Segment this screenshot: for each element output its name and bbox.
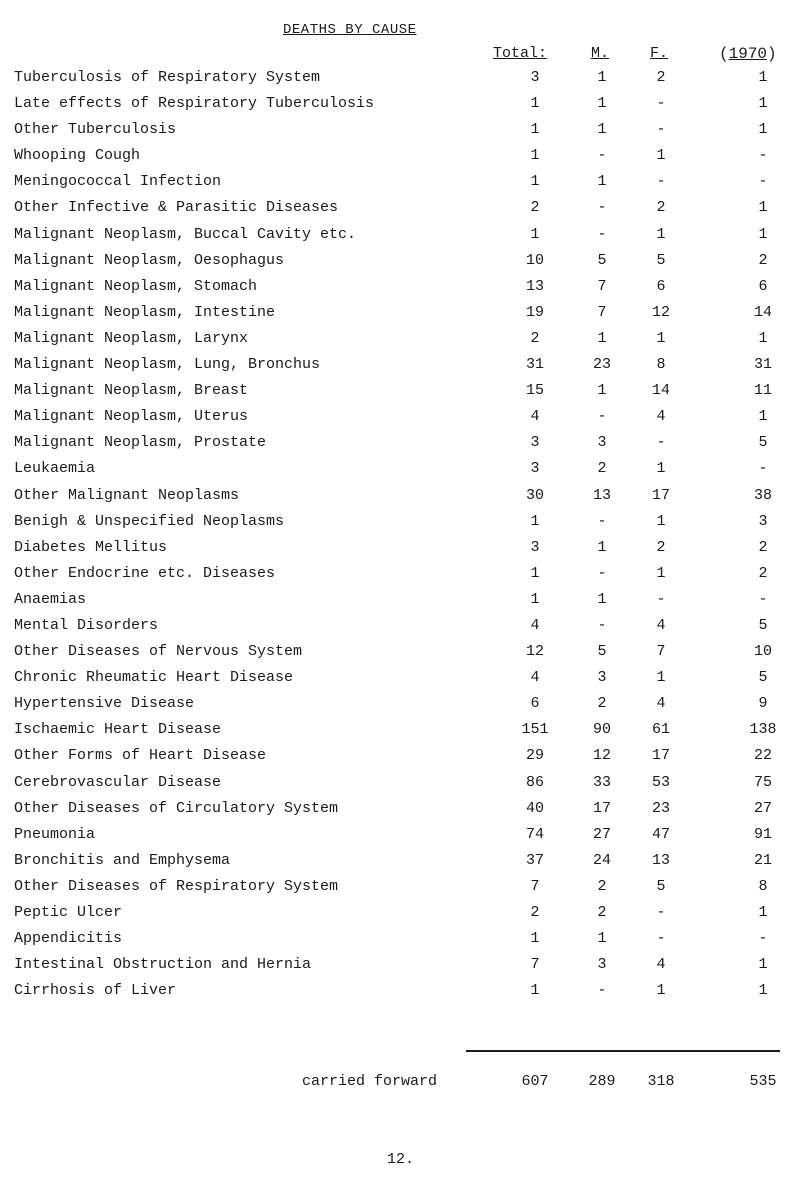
table-row — [0, 561, 800, 587]
male-cell: 7 — [597, 277, 607, 295]
female-cell: 1 — [656, 147, 666, 165]
total-cell: 31 — [525, 356, 544, 374]
table-row — [0, 639, 800, 665]
cause-cell: Chronic Rheumatic Heart Disease — [14, 669, 294, 687]
male-cell: 5 — [597, 643, 607, 661]
total-cell: 1 — [530, 225, 540, 243]
previous-year-cell: 38 — [753, 486, 772, 504]
carried-forward-total: 607 — [521, 1073, 549, 1090]
cause-cell: Other Forms of Heart Disease — [14, 747, 267, 765]
previous-year-cell: 1 — [758, 982, 768, 1000]
previous-year-cell: 9 — [758, 695, 768, 713]
header-previous-year-open: ( — [719, 45, 729, 63]
previous-year-cell: 1 — [758, 199, 768, 217]
previous-year-cell: 27 — [753, 799, 772, 817]
male-cell: - — [597, 408, 607, 426]
table-row — [0, 117, 800, 143]
male-cell: 2 — [597, 904, 607, 921]
female-cell: 12 — [651, 303, 670, 321]
male-cell: 23 — [592, 356, 611, 374]
male-cell: 1 — [597, 538, 607, 556]
table-row — [0, 900, 800, 926]
table-row — [0, 378, 800, 404]
table-row — [0, 665, 800, 691]
total-cell: 3 — [530, 538, 540, 556]
male-cell: 1 — [597, 173, 607, 191]
female-cell: 4 — [656, 956, 666, 974]
cause-cell: Cerebrovascular Disease — [14, 773, 222, 791]
previous-year-cell: 6 — [758, 277, 768, 295]
female-cell: - — [656, 121, 666, 139]
previous-year-cell: 1 — [758, 69, 768, 86]
female-cell: 4 — [656, 695, 666, 713]
previous-year-cell: 11 — [753, 382, 772, 400]
male-cell: 3 — [597, 434, 607, 452]
cause-cell: Other Diseases of Circulatory System — [14, 799, 339, 817]
total-cell: 1 — [530, 564, 540, 582]
totals-divider — [466, 1050, 780, 1052]
male-cell: 3 — [597, 669, 607, 687]
male-cell: - — [597, 512, 607, 530]
previous-year-cell: 138 — [749, 721, 777, 739]
male-cell: 90 — [592, 721, 611, 739]
cause-cell: Diabetes Mellitus — [14, 538, 168, 556]
total-cell: 1 — [530, 512, 540, 530]
total-cell: 30 — [525, 486, 544, 504]
table-row — [0, 169, 800, 195]
female-cell: 5 — [656, 877, 666, 895]
cause-cell: Bronchitis and Emphysema — [14, 851, 231, 869]
previous-year-cell: 14 — [753, 303, 772, 321]
cause-cell: Other Endocrine etc. Diseases — [14, 564, 276, 582]
cause-cell: Other Infective & Parasitic Diseases — [14, 199, 339, 217]
female-cell: 23 — [651, 799, 670, 817]
previous-year-cell: 1 — [758, 904, 768, 921]
total-cell: 1 — [530, 173, 540, 191]
female-cell: 1 — [656, 329, 666, 347]
table-row — [0, 430, 800, 456]
female-cell: 2 — [656, 538, 666, 556]
male-cell: 1 — [597, 329, 607, 347]
cause-cell: Peptic Ulcer — [14, 904, 123, 921]
table-row — [0, 822, 800, 848]
table-row — [0, 300, 800, 326]
table-row — [0, 717, 800, 743]
female-cell: - — [656, 590, 666, 608]
cause-cell: Malignant Neoplasm, Larynx — [14, 329, 249, 347]
previous-year-cell: 1 — [758, 95, 768, 113]
table-row — [0, 404, 800, 430]
carried-forward-label: carried forward — [302, 1073, 438, 1090]
female-cell: 47 — [651, 825, 670, 843]
table-row — [0, 65, 800, 91]
table-row — [0, 978, 800, 1004]
female-cell: 1 — [656, 564, 666, 582]
male-cell: - — [597, 564, 607, 582]
cause-cell: Late effects of Respiratory Tuberculosis — [14, 95, 375, 113]
cause-cell: Benigh & Unspecified Neoplasms — [14, 512, 285, 530]
total-cell: 2 — [530, 329, 540, 347]
male-cell: - — [597, 147, 607, 165]
table-row — [0, 587, 800, 613]
previous-year-cell: 1 — [758, 121, 768, 139]
previous-year-cell: - — [758, 173, 768, 191]
total-cell: 1 — [530, 930, 540, 948]
total-cell: 3 — [530, 69, 540, 86]
total-cell: 7 — [530, 877, 540, 895]
total-cell: 151 — [521, 721, 549, 739]
cause-cell: Cirrhosis of Liver — [14, 982, 177, 1000]
cause-cell: Malignant Neoplasm, Buccal Cavity etc. — [14, 225, 357, 243]
cause-cell: Whooping Cough — [14, 147, 141, 165]
male-cell: 1 — [597, 69, 607, 86]
page-number: 12. — [387, 1151, 415, 1168]
female-cell: - — [656, 434, 666, 452]
female-cell: 13 — [651, 851, 670, 869]
cause-cell: Malignant Neoplasm, Oesophagus — [14, 251, 285, 269]
total-cell: 74 — [525, 825, 544, 843]
cause-cell: Other Malignant Neoplasms — [14, 486, 240, 504]
female-cell: 1 — [656, 669, 666, 687]
male-cell: 33 — [592, 773, 611, 791]
male-cell: 1 — [597, 382, 607, 400]
cause-cell: Other Tuberculosis — [14, 121, 177, 139]
table-row — [0, 952, 800, 978]
cause-cell: Leukaemia — [14, 460, 96, 478]
previous-year-cell: 75 — [753, 773, 772, 791]
cause-cell: Malignant Neoplasm, Lung, Bronchus — [14, 356, 321, 374]
previous-year-cell: - — [758, 590, 768, 608]
cause-cell: Malignant Neoplasm, Stomach — [14, 277, 258, 295]
previous-year-cell: 1 — [758, 329, 768, 347]
header-female: F. — [650, 45, 669, 62]
female-cell: - — [656, 904, 666, 921]
cause-cell: Malignant Neoplasm, Intestine — [14, 303, 276, 321]
total-cell: 2 — [530, 904, 540, 921]
total-cell: 7 — [530, 956, 540, 974]
female-cell: 8 — [656, 356, 666, 374]
female-cell: 61 — [651, 721, 670, 739]
total-cell: 15 — [525, 382, 544, 400]
previous-year-cell: 8 — [758, 877, 768, 895]
cause-cell: Malignant Neoplasm, Uterus — [14, 408, 249, 426]
total-cell: 10 — [525, 251, 544, 269]
male-cell: - — [597, 225, 607, 243]
total-cell: 1 — [530, 121, 540, 139]
table-row — [0, 456, 800, 482]
total-cell: 1 — [530, 982, 540, 1000]
cause-cell: Tuberculosis of Respiratory System — [14, 69, 321, 86]
carried-forward-previous-year: 535 — [749, 1073, 777, 1090]
cause-cell: Other Diseases of Respiratory System — [14, 877, 339, 895]
table-row — [0, 143, 800, 169]
male-cell: 2 — [597, 695, 607, 713]
table-row — [0, 326, 800, 352]
table-row — [0, 274, 800, 300]
male-cell: 27 — [592, 825, 611, 843]
total-cell: 12 — [525, 643, 544, 661]
male-cell: 7 — [597, 303, 607, 321]
table-row — [0, 796, 800, 822]
female-cell: 1 — [656, 982, 666, 1000]
table-row — [0, 509, 800, 535]
previous-year-cell: 22 — [753, 747, 772, 765]
female-cell: 17 — [651, 747, 670, 765]
female-cell: 6 — [656, 277, 666, 295]
total-cell: 1 — [530, 147, 540, 165]
table-row — [0, 535, 800, 561]
table-row — [0, 874, 800, 900]
female-cell: 1 — [656, 225, 666, 243]
header-male: M. — [591, 45, 610, 62]
previous-year-cell: 2 — [758, 538, 768, 556]
previous-year-cell: - — [758, 930, 768, 948]
cause-cell: Mental Disorders — [14, 616, 159, 634]
table-row — [0, 848, 800, 874]
male-cell: 17 — [592, 799, 611, 817]
male-cell: 1 — [597, 930, 607, 948]
female-cell: 2 — [656, 199, 666, 217]
cause-cell: Other Diseases of Nervous System — [14, 643, 303, 661]
cause-cell: Pneumonia — [14, 825, 96, 843]
female-cell: 4 — [656, 408, 666, 426]
previous-year-cell: 1 — [758, 956, 768, 974]
header-previous-year — [719, 45, 777, 63]
previous-year-cell: 91 — [753, 825, 772, 843]
male-cell: 24 — [592, 851, 611, 869]
table-row — [0, 691, 800, 717]
female-cell: 4 — [656, 616, 666, 634]
female-cell: 5 — [656, 251, 666, 269]
table-row — [0, 248, 800, 274]
male-cell: - — [597, 982, 607, 1000]
deaths-table — [0, 65, 800, 1004]
previous-year-cell: 10 — [753, 643, 772, 661]
total-cell: 1 — [530, 95, 540, 113]
previous-year-cell: 5 — [758, 669, 768, 687]
table-row — [0, 91, 800, 117]
total-cell: 40 — [525, 799, 544, 817]
previous-year-cell: - — [758, 460, 768, 478]
total-cell: 4 — [530, 669, 540, 687]
male-cell: - — [597, 616, 607, 634]
cause-cell: Malignant Neoplasm, Breast — [14, 382, 249, 400]
total-cell: 29 — [525, 747, 544, 765]
female-cell: 1 — [656, 460, 666, 478]
male-cell: 1 — [597, 590, 607, 608]
total-cell: 4 — [530, 616, 540, 634]
cause-cell: Ischaemic Heart Disease — [14, 721, 222, 739]
total-cell: 2 — [530, 199, 540, 217]
table-row — [0, 926, 800, 952]
total-cell: 37 — [525, 851, 544, 869]
total-cell: 3 — [530, 460, 540, 478]
male-cell: 2 — [597, 460, 607, 478]
cause-cell: Anaemias — [14, 590, 87, 608]
previous-year-cell: 1 — [758, 408, 768, 426]
female-cell: - — [656, 173, 666, 191]
total-cell: 19 — [525, 303, 544, 321]
cause-cell: Appendicitis — [14, 930, 123, 948]
cause-cell: Hypertensive Disease — [14, 695, 195, 713]
female-cell: - — [656, 95, 666, 113]
table-row — [0, 222, 800, 248]
total-cell: 3 — [530, 434, 540, 452]
table-row — [0, 352, 800, 378]
female-cell: 14 — [651, 382, 670, 400]
cause-cell: Intestinal Obstruction and Hernia — [14, 956, 312, 974]
female-cell: 17 — [651, 486, 670, 504]
male-cell: 13 — [592, 486, 611, 504]
female-cell: - — [656, 930, 666, 948]
male-cell: 1 — [597, 121, 607, 139]
header-total: Total: — [493, 45, 548, 62]
table-row — [0, 195, 800, 221]
table-row — [0, 770, 800, 796]
header-previous-year-value: 1970 — [728, 45, 768, 63]
male-cell: 5 — [597, 251, 607, 269]
female-cell: 53 — [651, 773, 670, 791]
table-row — [0, 483, 800, 509]
header-previous-year-close: ) — [767, 45, 777, 63]
male-cell: 3 — [597, 956, 607, 974]
table-row — [0, 613, 800, 639]
total-cell: 6 — [530, 695, 540, 713]
carried-forward-female: 318 — [647, 1073, 675, 1090]
cause-cell: Malignant Neoplasm, Prostate — [14, 434, 267, 452]
previous-year-cell: - — [758, 147, 768, 165]
previous-year-cell: 21 — [753, 851, 772, 869]
previous-year-cell: 3 — [758, 512, 768, 530]
total-cell: 4 — [530, 408, 540, 426]
total-cell: 13 — [525, 277, 544, 295]
previous-year-cell: 2 — [758, 564, 768, 582]
previous-year-cell: 1 — [758, 225, 768, 243]
previous-year-cell: 31 — [753, 356, 772, 374]
table-row — [0, 743, 800, 769]
previous-year-cell: 2 — [758, 251, 768, 269]
female-cell: 7 — [656, 643, 666, 661]
male-cell: - — [597, 199, 607, 217]
total-cell: 86 — [525, 773, 544, 791]
male-cell: 12 — [592, 747, 611, 765]
cause-cell: Meningococcal Infection — [14, 173, 222, 191]
male-cell: 1 — [597, 95, 607, 113]
female-cell: 2 — [656, 69, 666, 86]
carried-forward-male: 289 — [588, 1073, 616, 1090]
previous-year-cell: 5 — [758, 616, 768, 634]
previous-year-cell: 5 — [758, 434, 768, 452]
page-title: DEATHS BY CAUSE — [283, 22, 417, 38]
male-cell: 2 — [597, 877, 607, 895]
female-cell: 1 — [656, 512, 666, 530]
total-cell: 1 — [530, 590, 540, 608]
